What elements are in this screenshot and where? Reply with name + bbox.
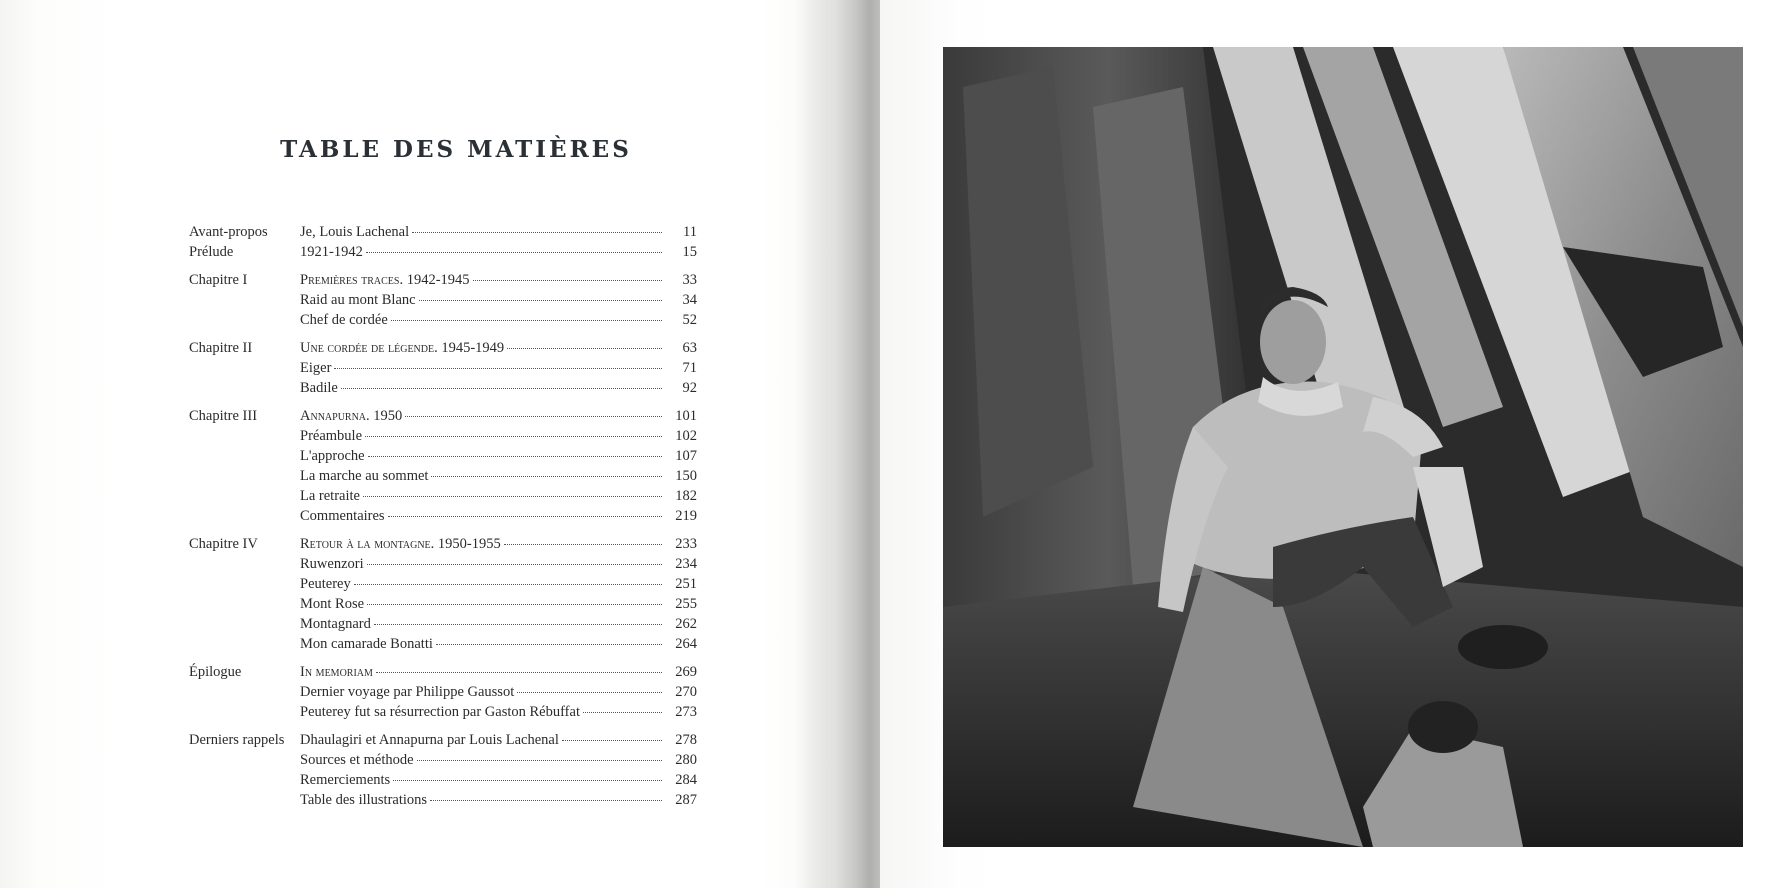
photo-illustration — [943, 47, 1743, 847]
toc-entry-title: Table des illustrations — [300, 792, 428, 808]
toc-row — [189, 615, 697, 635]
toc-entry[interactable] — [300, 772, 697, 789]
dot-leader — [376, 671, 662, 673]
toc-entry-title: Ruwenzori — [300, 556, 364, 572]
dot-leader — [365, 435, 662, 437]
dot-leader — [419, 299, 662, 301]
toc-row — [189, 223, 697, 243]
dot-leader — [412, 231, 662, 233]
dot-leader — [436, 643, 662, 645]
dot-leader — [430, 799, 662, 801]
toc-page-number: 219 — [675, 508, 697, 524]
dot-leader — [368, 455, 662, 457]
toc-entry-title: Dernier voyage par Philippe Gaussot — [300, 684, 515, 700]
toc-section-label: Chapitre IV — [189, 536, 258, 552]
toc-entry[interactable] — [300, 704, 697, 721]
toc-entry[interactable] — [300, 536, 697, 553]
toc-section-label: Prélude — [189, 244, 234, 260]
toc-entry-title: Montagnard — [300, 616, 371, 632]
toc-entry-title: Je, Louis Lachenal — [300, 224, 410, 240]
toc-page-number: 287 — [675, 792, 697, 808]
toc-page-number: 71 — [682, 360, 697, 376]
dot-leader — [334, 367, 662, 369]
toc-entry-title: Raid au mont Blanc — [300, 292, 416, 308]
toc-row — [189, 791, 697, 811]
toc-entry-title: Sources et méthode — [300, 752, 414, 768]
dot-leader — [354, 583, 662, 585]
toc-entry-title: Annapurna. 1950 — [300, 408, 403, 424]
toc-group — [189, 731, 697, 811]
toc-page-number: 102 — [675, 428, 697, 444]
toc-entry-title: Une cordée de légende. 1945-1949 — [300, 340, 505, 356]
toc-group — [189, 407, 697, 527]
toc-entry-title: 1921-1942 — [300, 244, 363, 260]
toc-group — [189, 339, 697, 399]
dot-leader — [341, 387, 662, 389]
climber-photograph — [943, 47, 1743, 847]
toc-entry[interactable] — [300, 576, 697, 593]
toc-row — [189, 359, 697, 379]
toc-entry-title: Premières traces. 1942-1945 — [300, 272, 470, 288]
toc-page-number: 284 — [675, 772, 697, 788]
dot-leader — [367, 563, 662, 565]
toc-entry[interactable] — [300, 408, 697, 425]
toc-group — [189, 223, 697, 263]
toc-row — [189, 507, 697, 527]
toc-entry[interactable] — [300, 312, 697, 329]
toc-entry[interactable] — [300, 292, 697, 309]
toc-row — [189, 487, 697, 507]
page-title: TABLE DES MATIÈRES — [280, 136, 632, 163]
toc-row — [189, 271, 697, 291]
toc-entry[interactable] — [300, 468, 697, 485]
toc-entry[interactable] — [300, 488, 697, 505]
dot-leader — [583, 711, 662, 713]
toc-row — [189, 555, 697, 575]
toc-section-label: Chapitre III — [189, 408, 258, 424]
toc-page-number: 182 — [675, 488, 697, 504]
toc-entry-title: Retour à la montagne. 1950-1955 — [300, 536, 501, 552]
toc-entry[interactable] — [300, 664, 697, 681]
toc-page-number: 34 — [682, 292, 697, 308]
toc-row — [189, 339, 697, 359]
toc-row — [189, 635, 697, 655]
dot-leader — [473, 279, 662, 281]
toc-entry-title: La marche au sommet — [300, 468, 429, 484]
toc-entry-title: Commentaires — [300, 508, 385, 524]
toc-entry[interactable] — [300, 684, 697, 701]
toc-row — [189, 683, 697, 703]
toc-page-number: 63 — [682, 340, 697, 356]
toc-row — [189, 663, 697, 683]
toc-page-number: 150 — [675, 468, 697, 484]
toc-page-number: 33 — [682, 272, 697, 288]
toc-entry[interactable] — [300, 380, 697, 397]
toc-entry[interactable] — [300, 792, 697, 809]
toc-entry-title: Remerciements — [300, 772, 391, 788]
toc-entry-title: Chef de cordée — [300, 312, 388, 328]
dot-leader — [391, 319, 662, 321]
toc-page-number: 264 — [675, 636, 697, 652]
toc-entry[interactable] — [300, 752, 697, 769]
toc-entry[interactable] — [300, 556, 697, 573]
toc-page-number: 251 — [675, 576, 697, 592]
toc-entry-title: Mon camarade Bonatti — [300, 636, 433, 652]
toc-page-number: 11 — [683, 224, 697, 240]
table-of-contents — [189, 223, 697, 819]
toc-section-label: Chapitre II — [189, 340, 253, 356]
toc-page-number: 234 — [675, 556, 697, 572]
toc-row — [189, 311, 697, 331]
toc-entry[interactable] — [300, 732, 697, 749]
toc-entry-title: Préambule — [300, 428, 363, 444]
toc-section-label: Chapitre I — [189, 272, 248, 288]
toc-entry-title: L'approche — [300, 448, 365, 464]
toc-page-number: 233 — [675, 536, 697, 552]
toc-entry[interactable] — [300, 636, 697, 653]
toc-page-number: 107 — [675, 448, 697, 464]
toc-entry-title: Peuterey fut sa résurrection par Gaston Rébuffat — [300, 704, 580, 720]
dot-leader — [417, 759, 662, 761]
toc-row — [189, 427, 697, 447]
toc-entry[interactable] — [300, 508, 697, 525]
toc-page-number: 280 — [675, 752, 697, 768]
dot-leader — [504, 543, 662, 545]
toc-entry[interactable] — [300, 448, 697, 465]
toc-entry[interactable] — [300, 616, 697, 633]
toc-entry-title: Dhaulagiri et Annapurna par Louis Lachenal — [300, 732, 559, 748]
toc-row — [189, 243, 697, 263]
toc-section-label: Épilogue — [189, 664, 242, 680]
toc-entry[interactable] — [300, 244, 697, 261]
toc-entry-title: La retraite — [300, 488, 360, 504]
toc-section-label: Derniers rappels — [189, 732, 285, 748]
toc-page-number: 101 — [675, 408, 697, 424]
toc-row — [189, 595, 697, 615]
toc-group — [189, 663, 697, 723]
dot-leader — [517, 691, 662, 693]
toc-page-number: 269 — [675, 664, 697, 680]
toc-row — [189, 575, 697, 595]
toc-entry[interactable] — [300, 360, 697, 377]
dot-leader — [431, 475, 662, 477]
toc-row — [189, 751, 697, 771]
toc-entry-title: Peuterey — [300, 576, 351, 592]
toc-row — [189, 703, 697, 723]
dot-leader — [366, 251, 662, 253]
toc-page-number: 52 — [682, 312, 697, 328]
toc-row — [189, 447, 697, 467]
toc-entry-title: Mont Rose — [300, 596, 365, 612]
dot-leader — [393, 779, 662, 781]
toc-page-number: 15 — [682, 244, 697, 260]
dot-leader — [374, 623, 662, 625]
toc-entry-title: Eiger — [300, 360, 332, 376]
dot-leader — [367, 603, 662, 605]
toc-row — [189, 379, 697, 399]
toc-entry[interactable] — [300, 224, 697, 241]
toc-page-number: 270 — [675, 684, 697, 700]
dot-leader — [388, 515, 662, 517]
toc-row — [189, 535, 697, 555]
toc-page-number: 262 — [675, 616, 697, 632]
toc-group — [189, 271, 697, 331]
toc-row — [189, 467, 697, 487]
toc-entry-title: In memoriam — [300, 664, 373, 680]
toc-row — [189, 291, 697, 311]
toc-row — [189, 407, 697, 427]
toc-section-label: Avant-propos — [189, 224, 268, 240]
toc-page-number: 278 — [675, 732, 697, 748]
toc-page-number: 255 — [675, 596, 697, 612]
dot-leader — [363, 495, 662, 497]
left-page — [0, 0, 860, 888]
dot-leader — [507, 347, 662, 349]
toc-page-number: 273 — [675, 704, 697, 720]
toc-row — [189, 731, 697, 751]
toc-group — [189, 535, 697, 655]
toc-entry[interactable] — [300, 596, 697, 613]
toc-entry-title: Badile — [300, 380, 338, 396]
dot-leader — [405, 415, 662, 417]
toc-row — [189, 771, 697, 791]
toc-entry[interactable] — [300, 272, 697, 289]
toc-page-number: 92 — [682, 380, 697, 396]
dot-leader — [562, 739, 662, 741]
toc-entry[interactable] — [300, 428, 697, 445]
toc-entry[interactable] — [300, 340, 697, 357]
